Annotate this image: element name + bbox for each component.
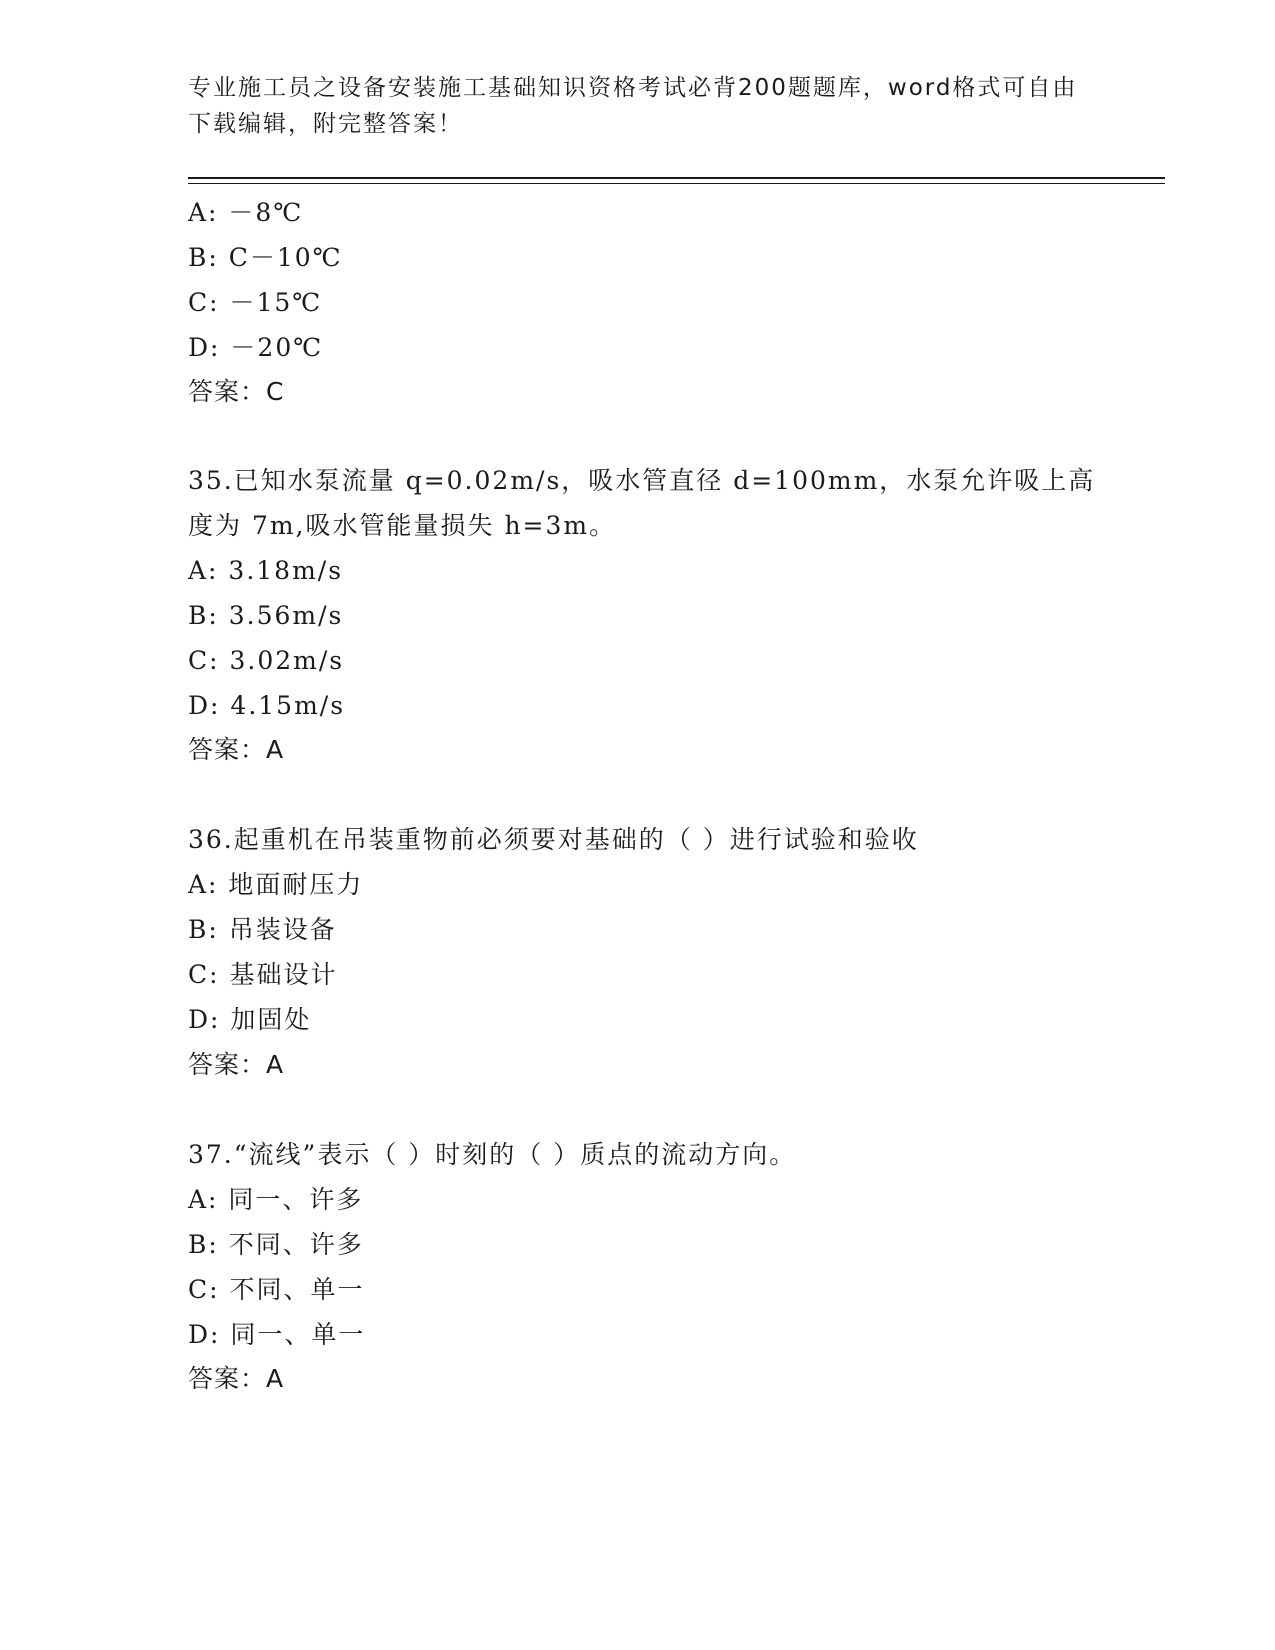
q36-option-a: A: 地面耐压力 (188, 870, 364, 899)
document-header (188, 70, 1088, 142)
q36-answer: 答案：A (188, 1050, 285, 1079)
q35-option-d: D: 4.15m/s (188, 691, 346, 720)
header-title-line-2: 下载编辑，附完整答案！ (188, 111, 463, 137)
q37-option-c: C: 不同、单一 (188, 1275, 365, 1304)
q34-option-c: C: －15℃ (188, 288, 323, 317)
q35-answer: 答案：A (188, 735, 285, 764)
header-divider-thick (188, 177, 1165, 179)
q36-option-d: D: 加固处 (188, 1005, 312, 1034)
q34-option-a: A: －8℃ (188, 198, 304, 227)
q35-option-a: A: 3.18m/s (188, 556, 344, 585)
q37-stem: 37.“流线”表示（ ）时刻的（ ）质点的流动方向。 (188, 1140, 797, 1169)
q37-answer: 答案：A (188, 1364, 285, 1393)
q36-stem: 36.起重机在吊装重物前必须要对基础的（ ）进行试验和验收 (188, 825, 919, 854)
q34-option-b: B: C－10℃ (188, 243, 343, 272)
q37-option-a: A: 同一、许多 (188, 1185, 364, 1214)
q34-answer: 答案：C (188, 377, 285, 406)
q35-stem-line-2: 度为 7m,吸水管能量损失 h=3m。 (188, 511, 617, 540)
header-title-line-1: 专业施工员之设备安装施工基础知识资格考试必背200题题库，word格式可自由 (188, 75, 1078, 101)
header-divider-thin (188, 183, 1165, 184)
q35-option-b: B: 3.56m/s (188, 601, 344, 630)
q37-option-b: B: 不同、许多 (188, 1230, 364, 1259)
q35-stem-line-1: 35.已知水泵流量 q=0.02m/s，吸水管直径 d=100mm，水泵允许吸上高 (188, 466, 1096, 495)
q35-option-c: C: 3.02m/s (188, 646, 345, 675)
q36-option-c: C: 基础设计 (188, 960, 338, 989)
q34-option-d: D: －20℃ (188, 333, 324, 362)
q37-option-d: D: 同一、单一 (188, 1320, 366, 1349)
q36-option-b: B: 吊装设备 (188, 915, 337, 944)
